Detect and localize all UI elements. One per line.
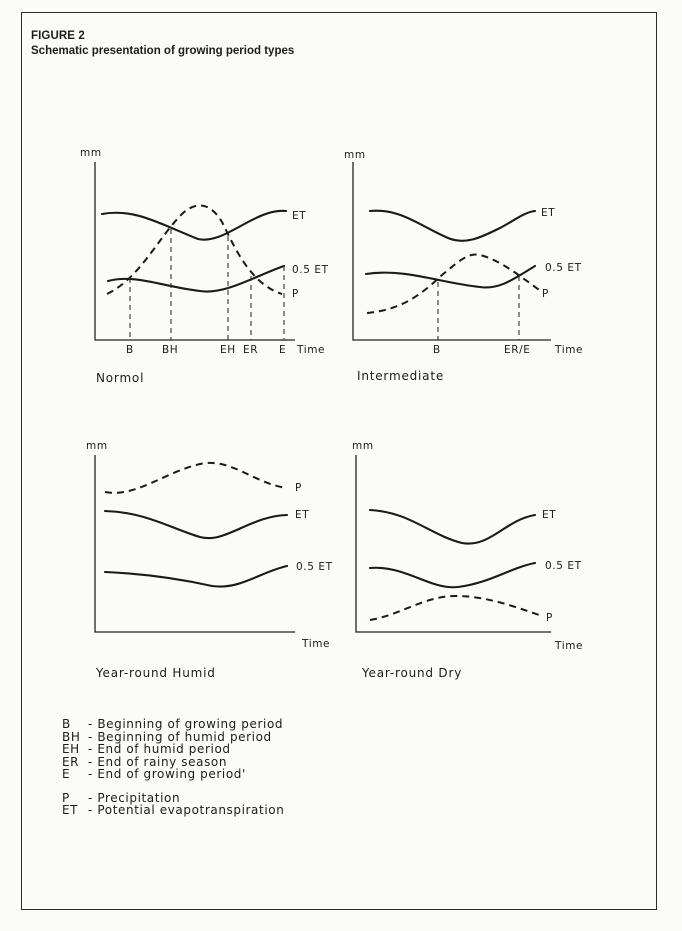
intermediate-tick-er-e: ER/E [504,344,531,356]
legend-key: E [62,767,71,781]
legend-key: BH [62,729,81,744]
figure-label: FIGURE 2 [31,30,85,42]
legend-key: EH [62,742,80,756]
humid-caption: Year-round Humid [96,666,216,680]
legend-key: ER [62,754,80,769]
humid-p-curve [105,463,287,493]
intermediate-label-p: P [542,288,549,300]
intermediate-label-half-et: 0.5 ET [545,262,582,274]
legend-desc: - Potential evapotranspiration [88,803,285,817]
legend-key: ET [62,803,79,817]
legend-spacer [62,781,284,792]
dry-axes [356,455,551,632]
normal-tick-bh: BH [162,344,179,356]
legend-key: B [62,717,71,731]
legend [62,718,284,817]
normal-axes [95,162,295,340]
legend-item [62,743,284,756]
dry-label-et: ET [542,509,557,521]
intermediate-axes [353,162,551,340]
dry-caption: Year-round Dry [362,666,463,680]
figure-title: Schematic presentation of growing period types [31,45,295,57]
normal-y-unit: mm [80,147,102,159]
dry-label-half-et: 0.5 ET [545,560,582,572]
dry-x-label: Time [555,640,584,652]
legend-item [62,768,284,781]
legend-desc: - End of humid period [88,742,231,756]
panel-intermediate [344,149,583,383]
intermediate-tick-b: B [433,344,441,356]
legend-desc: - Beginning of growing period [88,717,284,731]
humid-label-half-et: 0.5 ET [296,561,333,573]
normal-label-half-et: 0.5 ET [292,264,329,276]
panel-dry [352,440,583,680]
normal-tick-e: E [279,344,287,356]
humid-label-et: ET [295,509,310,521]
intermediate-y-unit: mm [344,149,366,161]
dry-label-p: P [546,612,553,624]
legend-desc: - Precipitation [88,790,181,805]
normal-tick-er: ER [243,344,259,356]
normal-half-et-curve [108,266,284,292]
intermediate-et-curve [370,211,535,241]
normal-caption: Normol [96,371,145,385]
panel-normal [80,147,329,385]
normal-tick-b: B [126,344,134,356]
humid-x-label: Time [302,638,331,650]
legend-key: P [62,790,70,805]
dry-half-et-curve [370,563,535,587]
normal-et-curve [102,211,286,240]
intermediate-caption: Intermediate [357,369,445,383]
normal-label-p: P [292,288,299,300]
normal-tick-eh: EH [220,344,236,356]
intermediate-label-et: ET [541,207,556,219]
humid-half-et-curve [105,566,287,587]
intermediate-x-label: Time [555,344,584,356]
legend-desc: - Beginning of humid period [88,729,272,744]
normal-x-label: Time [297,344,326,356]
legend-desc: - End of rainy season [88,754,228,769]
legend-item [62,804,284,817]
dry-y-unit: mm [352,440,374,452]
panel-humid [86,440,333,680]
legend-item [62,718,284,731]
humid-y-unit: mm [86,440,108,452]
dry-p-curve [370,596,542,620]
legend-desc: - End of growing period' [88,767,246,781]
dry-et-curve [370,510,535,544]
normal-label-et: ET [292,210,307,222]
intermediate-half-et-curve [366,266,535,287]
humid-label-p: P [295,482,302,494]
humid-et-curve [105,511,287,538]
